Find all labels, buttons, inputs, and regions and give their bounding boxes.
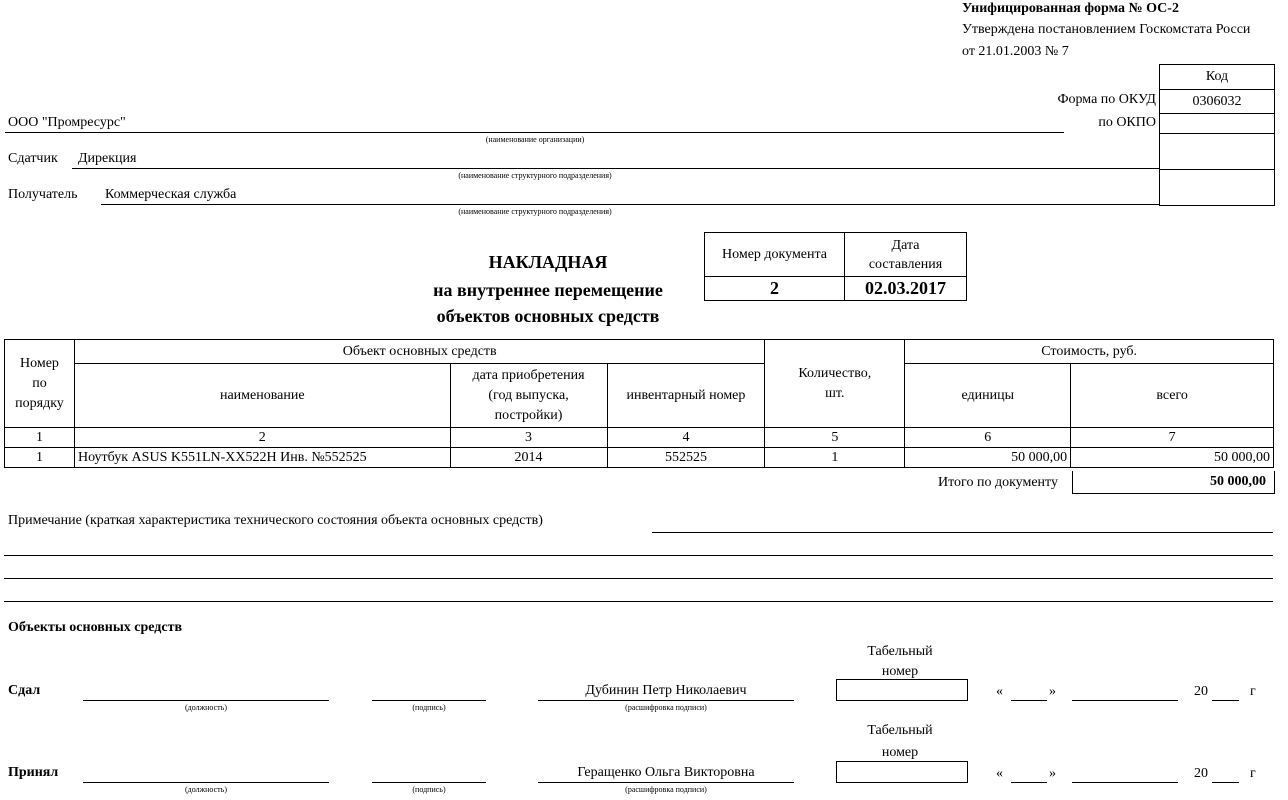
sdal-quote-open: « <box>996 684 1003 699</box>
sdal-position-line[interactable] <box>83 700 329 701</box>
sdal-decode-caption: (расшифровка подписи) <box>625 703 707 712</box>
itogo-label: Итого по документу <box>938 475 1058 490</box>
prinyal-sign-line[interactable] <box>372 782 486 783</box>
prinyal-day-line[interactable] <box>1011 782 1047 783</box>
prinyal-position-caption: (должность) <box>185 785 227 794</box>
h-qty: Количество, шт. <box>765 340 905 428</box>
prinyal-sign-caption: (подпись) <box>412 785 446 794</box>
doc-number-value: 2 <box>705 277 845 301</box>
prinyal-label: Принял <box>8 765 59 780</box>
note-label: Примечание (краткая характеристика технического состояния объекта основных средств) <box>8 513 543 528</box>
approved-line-2: от 21.01.2003 № 7 <box>962 44 1069 59</box>
sdal-name: Дубинин Петр Николаевич <box>585 683 747 698</box>
col-number: 4 <box>607 428 765 448</box>
org-name: ООО "Промресурс" <box>8 115 126 130</box>
code-box <box>1159 64 1275 206</box>
sdal-year-suffix: г <box>1250 684 1256 699</box>
form-title: Унифицированная форма № ОС-2 <box>962 1 1179 16</box>
row-qty: 1 <box>765 448 905 468</box>
sdal-tab-number-box[interactable] <box>836 679 968 701</box>
prinyal-tab-number-box[interactable] <box>836 761 968 783</box>
h-object: Объект основных средств <box>74 340 764 364</box>
code-empty-2 <box>1160 169 1274 205</box>
prinyal-name-line <box>538 782 794 783</box>
note-line-4 <box>4 601 1273 602</box>
okpo-label: по ОКПО <box>1098 115 1156 130</box>
sdal-label: Сдал <box>8 683 41 698</box>
code-empty-1 <box>1160 133 1274 169</box>
sender-caption: (наименование структурного подразделения) <box>458 171 612 180</box>
doc-number-table <box>704 232 967 301</box>
prinyal-decode-caption: (расшифровка подписи) <box>625 785 707 794</box>
h-total: всего <box>1071 364 1274 428</box>
prinyal-name: Геращенко Ольга Викторовна <box>577 765 755 780</box>
col-number: 6 <box>905 428 1071 448</box>
h-name: наименование <box>74 364 450 428</box>
section-title: Объекты основных средств <box>8 620 183 635</box>
sdal-sign-caption: (подпись) <box>412 703 446 712</box>
tab-number-label-2: Табельный номер <box>867 723 933 760</box>
sdal-day-line[interactable] <box>1011 700 1047 701</box>
receiver-caption: (наименование структурного подразделения) <box>458 207 612 216</box>
okud-value: 0306032 <box>1160 89 1274 113</box>
col-number: 3 <box>450 428 607 448</box>
note-line-2 <box>4 555 1273 556</box>
sdal-year-line[interactable] <box>1212 700 1239 701</box>
col-number: 5 <box>765 428 905 448</box>
doc-date-value: 02.03.2017 <box>845 277 967 301</box>
sdal-position-caption: (должность) <box>185 703 227 712</box>
sender-value: Дирекция <box>78 151 137 166</box>
prinyal-year-line[interactable] <box>1212 782 1239 783</box>
row-inv: 552525 <box>607 448 765 468</box>
tab-number-label-1: Табельный номер <box>867 644 933 679</box>
doc-title-3: объектов основных средств <box>436 306 660 326</box>
col-number-row <box>5 428 1274 448</box>
row-num: 1 <box>5 448 75 468</box>
receiver-line <box>101 204 1160 205</box>
h-date: дата приобретения (год выпуска, постройки) <box>450 364 607 428</box>
col-number: 1 <box>5 428 75 448</box>
okpo-value <box>1160 113 1274 133</box>
prinyal-month-line[interactable] <box>1072 782 1178 783</box>
assets-table <box>4 339 1274 468</box>
h-cost: Стоимость, руб. <box>905 340 1274 364</box>
sdal-name-line <box>538 700 794 701</box>
code-header: Код <box>1205 69 1229 84</box>
doc-title-2: на внутреннее перемещение <box>433 280 663 300</box>
org-line <box>5 132 1064 133</box>
doc-date-label: Дата составления <box>845 233 967 277</box>
approved-line-1: Утверждена постановлением Госкомстата Росси <box>962 22 1251 37</box>
sdal-sign-line[interactable] <box>372 700 486 701</box>
row-date: 2014 <box>450 448 607 468</box>
row-name: Ноутбук ASUS K551LN-XX522H Инв. №552525 <box>74 448 450 468</box>
col-number: 2 <box>74 428 450 448</box>
table-row <box>5 448 1274 468</box>
sender-line <box>72 168 1160 169</box>
prinyal-year-prefix: 20 <box>1194 766 1208 781</box>
h-inv: инвентарный номер <box>607 364 765 428</box>
itogo-value: 50 000,00 <box>1072 471 1275 494</box>
org-caption: (наименование организации) <box>485 135 585 144</box>
prinyal-year-suffix: г <box>1250 766 1256 781</box>
receiver-label: Получатель <box>8 187 78 202</box>
note-line-3 <box>4 578 1273 579</box>
col-number: 7 <box>1071 428 1274 448</box>
sender-label: Сдатчик <box>8 151 58 166</box>
h-num: Номер по порядку <box>5 340 75 428</box>
h-unit: единицы <box>905 364 1071 428</box>
doc-number-label: Номер документа <box>705 233 845 277</box>
sdal-quote-close: » <box>1049 684 1056 699</box>
row-unit: 50 000,00 <box>905 448 1071 468</box>
prinyal-quote-close: » <box>1049 766 1056 781</box>
okud-label: Форма по ОКУД <box>1057 92 1156 107</box>
row-total: 50 000,00 <box>1071 448 1274 468</box>
note-line-1 <box>652 532 1273 533</box>
sdal-year-prefix: 20 <box>1194 684 1208 699</box>
sdal-month-line[interactable] <box>1072 700 1178 701</box>
doc-title-1: НАКЛАДНАЯ <box>488 252 608 272</box>
receiver-value: Коммерческая служба <box>105 187 237 202</box>
prinyal-position-line[interactable] <box>83 782 329 783</box>
prinyal-quote-open: « <box>996 766 1003 781</box>
